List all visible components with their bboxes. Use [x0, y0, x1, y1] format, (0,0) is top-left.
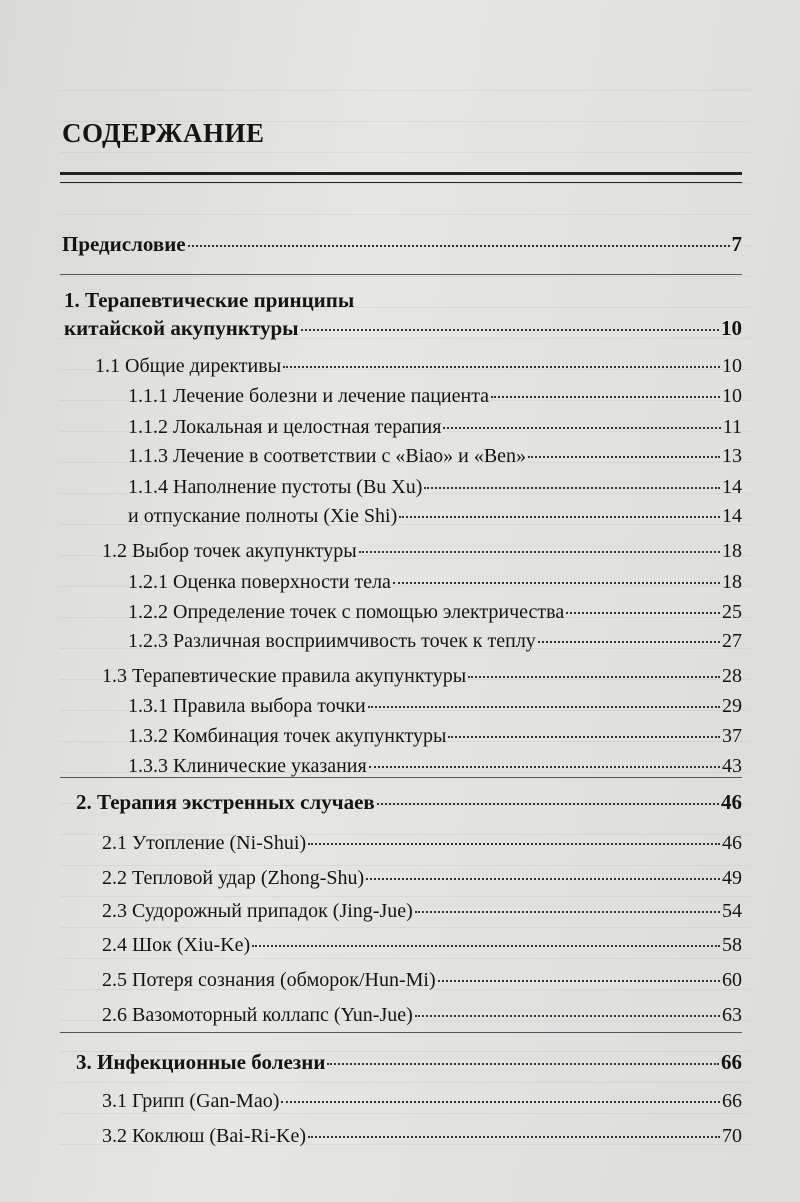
section-separator	[60, 1032, 742, 1033]
toc-chapter-entry[interactable]	[62, 232, 742, 257]
dot-leader	[366, 878, 720, 880]
toc-entry[interactable]	[95, 355, 742, 378]
dot-leader	[301, 329, 719, 331]
toc-entry-label: Предисловие	[62, 232, 186, 256]
dot-leader	[448, 736, 720, 738]
toc-entry[interactable]	[128, 571, 742, 594]
dot-leader	[308, 1136, 720, 1138]
toc-entry[interactable]	[102, 832, 742, 855]
dot-leader	[491, 396, 720, 398]
toc-entry[interactable]	[128, 416, 742, 439]
section-separator	[60, 274, 742, 275]
toc-entry[interactable]	[128, 476, 742, 499]
page-title: СОДЕРЖАНИЕ	[62, 118, 265, 148]
dot-leader	[368, 706, 720, 708]
dot-leader	[252, 945, 720, 947]
toc-page-number: 14	[722, 476, 742, 498]
toc-entry-label: 2.4 Шок (Xiu-Ke)	[102, 934, 251, 956]
toc-entry[interactable]	[128, 725, 742, 748]
toc-entry-label: 1.3 Терапевтические правила акупунктуры	[102, 665, 467, 687]
dot-leader	[393, 582, 720, 584]
dot-leader	[188, 245, 730, 247]
toc-entry-label: 2.6 Вазомоторный коллапс (Yun-Jue)	[102, 1004, 413, 1026]
toc-entry-label: 1.3.1 Правила выбора точки	[128, 695, 366, 717]
toc-page-number: 13	[722, 445, 742, 467]
toc-entry[interactable]	[102, 1125, 742, 1148]
toc-page-number: 14	[722, 505, 742, 527]
toc-page-number: 43	[722, 755, 742, 777]
toc-entry[interactable]	[102, 665, 742, 688]
dot-leader	[308, 843, 720, 845]
toc-entry[interactable]	[102, 1004, 742, 1027]
toc-page-number: 18	[722, 571, 742, 593]
toc-page-number: 58	[722, 934, 742, 956]
dot-leader	[438, 980, 720, 982]
toc-page-number: 7	[731, 232, 742, 256]
toc-entry-label: 1.1.1 Лечение болезни и лечение пациента	[128, 385, 490, 407]
toc-chapter-entry[interactable]	[76, 1050, 742, 1075]
toc-entry-label: 1.3.2 Комбинация точек акупунктуры	[128, 725, 447, 747]
toc-entry[interactable]	[128, 630, 742, 653]
dot-leader	[415, 911, 720, 913]
toc-entry[interactable]	[102, 900, 742, 923]
toc-page-number: 60	[722, 969, 742, 991]
toc-page-number: 27	[722, 630, 742, 652]
dot-leader	[359, 551, 720, 553]
toc-chapter-entry[interactable]	[64, 316, 742, 341]
toc-page-number: 37	[722, 725, 742, 747]
toc-entry[interactable]	[102, 540, 742, 563]
toc-entry-label: 1.2.2 Определение точек с помощью электричества	[128, 601, 565, 623]
toc-entry-label: 2.1 Утопление (Ni-Shui)	[102, 832, 307, 854]
toc-page-number: 10	[721, 316, 742, 340]
toc-page-number: 46	[721, 790, 742, 814]
toc-entry-label: 1.2.1 Оценка поверхности тела	[128, 571, 391, 593]
dot-leader	[369, 766, 720, 768]
toc-page-number: 18	[722, 540, 742, 562]
toc-entry-label: 2.5 Потеря сознания (обморок/Hun-Mi)	[102, 969, 436, 991]
toc-page-number: 11	[722, 416, 742, 438]
toc-entry-label: 1.1 Общие директивы	[95, 355, 282, 377]
toc-entry-label: 1.3.3 Клинические указания	[128, 755, 367, 777]
dot-leader	[468, 676, 720, 678]
dot-leader	[327, 1063, 719, 1065]
toc-entry-label: 1.2 Выбор точек акупунктуры	[102, 540, 357, 562]
toc-page-number: 29	[722, 695, 742, 717]
dot-leader	[443, 427, 720, 429]
toc-entry-label: 2.3 Судорожный припадок (Jing-Jue)	[102, 900, 413, 922]
toc-entry[interactable]	[102, 969, 742, 992]
dot-leader	[415, 1015, 720, 1017]
toc-entry[interactable]	[102, 867, 742, 890]
toc-entry[interactable]	[128, 601, 742, 624]
toc-page-number: 46	[722, 832, 742, 854]
dot-leader	[424, 487, 720, 489]
toc-entry-label: китайской акупунктуры	[64, 316, 299, 340]
dot-leader	[377, 803, 719, 805]
toc-entry[interactable]	[102, 934, 742, 957]
toc-entry[interactable]	[128, 385, 742, 408]
toc-page-number: 54	[722, 900, 742, 922]
toc-entry-label: 2.2 Тепловой удар (Zhong-Shu)	[102, 867, 365, 889]
dot-leader	[528, 456, 720, 458]
toc-entry-label: 3. Инфекционные болезни	[76, 1050, 326, 1074]
toc-page-number: 66	[722, 1090, 742, 1112]
title-rule-thin	[60, 182, 742, 183]
toc-entry-label: и отпускание полноты (Xie Shi)	[128, 505, 398, 527]
toc-heading: 1. Терапевтические принципы	[64, 288, 355, 312]
toc-page-number: 66	[721, 1050, 742, 1074]
toc-entry-label: 3.2 Коклюш (Bai-Ri-Ke)	[102, 1125, 307, 1147]
toc-entry-label: 1.1.3 Лечение в соответствии с «Biao» и «Ben»	[128, 445, 527, 467]
title-rule-thick	[60, 172, 742, 175]
toc-entry-label: 3.1 Грипп (Gan-Mao)	[102, 1090, 280, 1112]
dot-leader	[399, 516, 720, 518]
toc-entry[interactable]	[128, 755, 742, 778]
toc-page-number: 10	[722, 355, 742, 377]
toc-entry[interactable]	[128, 505, 742, 528]
toc-page-number: 70	[722, 1125, 742, 1147]
toc-entry-label: 1.1.4 Наполнение пустоты (Bu Xu)	[128, 476, 423, 498]
dot-leader	[566, 612, 720, 614]
toc-chapter-entry[interactable]	[76, 790, 742, 815]
toc-page-number: 25	[722, 601, 742, 623]
dot-leader	[281, 1101, 720, 1103]
toc-page-number: 28	[722, 665, 742, 687]
toc-page-number: 63	[722, 1004, 742, 1026]
dot-leader	[538, 641, 720, 643]
toc-page-number: 49	[722, 867, 742, 889]
toc-entry[interactable]	[128, 445, 742, 468]
dot-leader	[283, 366, 720, 368]
toc-entry-label: 2. Терапия экстренных случаев	[76, 790, 375, 814]
toc-entry[interactable]	[102, 1090, 742, 1113]
toc-entry-label: 1.2.3 Различная восприимчивость точек к теплу	[128, 630, 536, 652]
toc-entry[interactable]	[128, 695, 742, 718]
toc-entry-label: 1.1.2 Локальная и целостная терапия	[128, 416, 442, 438]
toc-page-number: 10	[722, 385, 742, 407]
